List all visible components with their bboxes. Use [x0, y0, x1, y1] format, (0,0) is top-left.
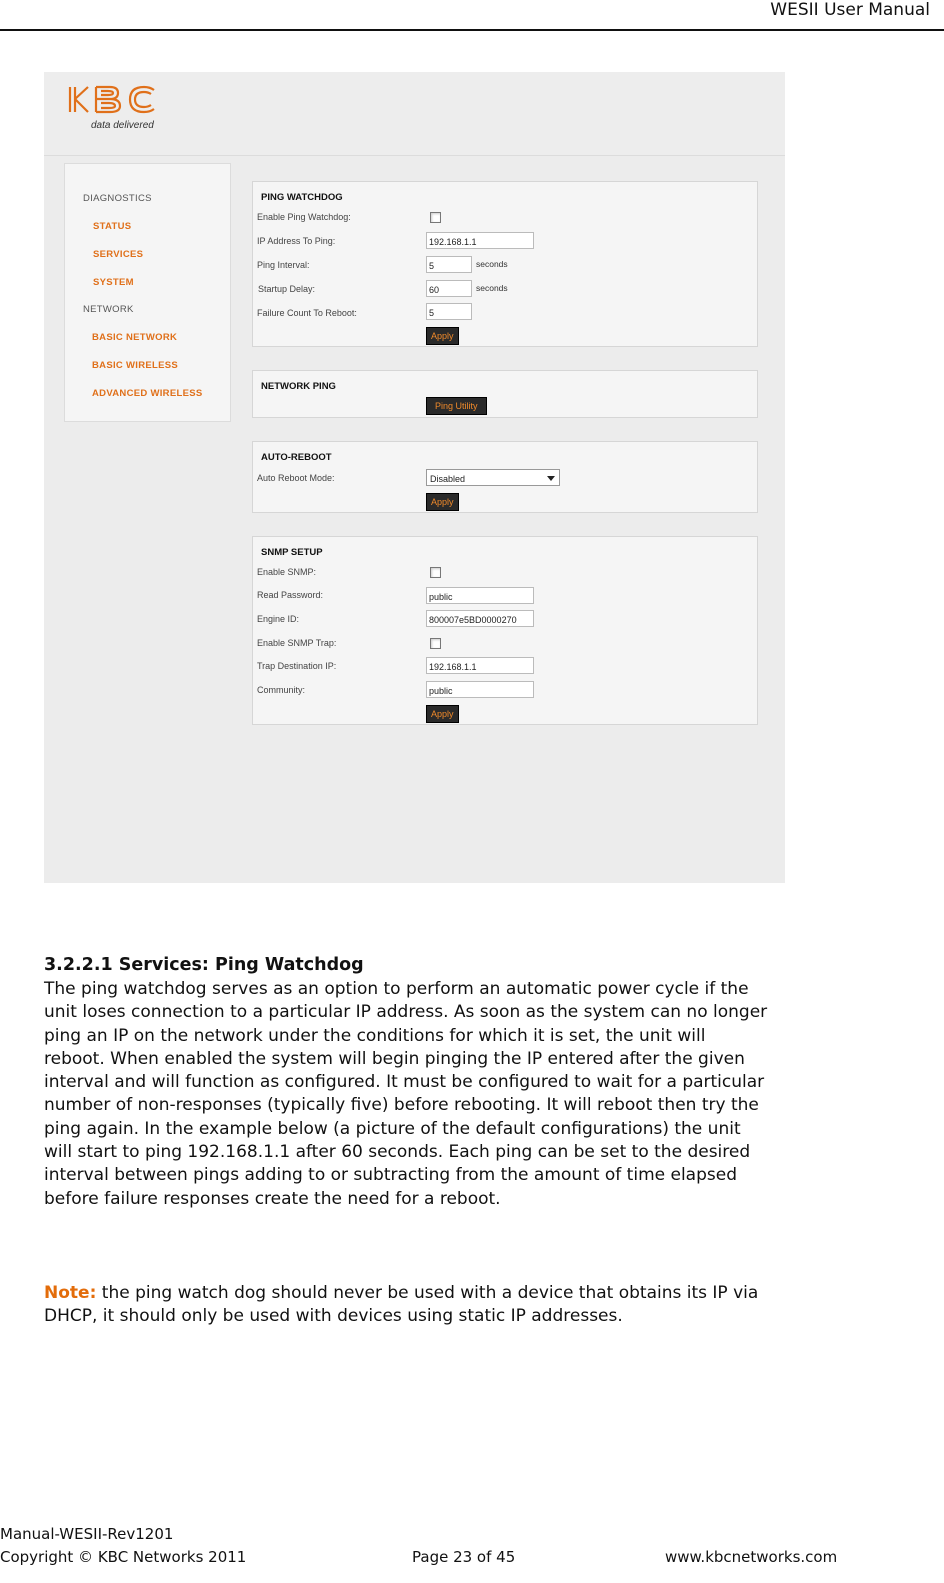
sidebar-item-basic-wireless[interactable]: BASIC WIRELESS: [92, 360, 179, 371]
engine-id-label: Engine ID:: [257, 614, 300, 624]
note-paragraph: [44, 1282, 944, 1329]
network-ping-panel: [252, 370, 758, 418]
startup-delay-input[interactable]: 60: [426, 280, 472, 297]
paragraph-line: before failure responses create the need for a reboot.: [44, 1188, 501, 1209]
manual-title: WESII User Manual: [770, 0, 930, 20]
paragraph-line: number of non-responses (typically five) before rebooting. It will reboot then try the: [44, 1095, 759, 1116]
ping-utility-button[interactable]: Ping Utility: [426, 397, 487, 415]
startup-delay-label: Startup Delay:: [258, 284, 316, 294]
footer-doc-id: Manual-WESII-Rev1201: [0, 1525, 174, 1543]
note-line: [44, 1282, 944, 1305]
paragraph-line: ping again. In the example below (a picture of the default configurations) the unit: [44, 1118, 741, 1139]
sidebar-group-network: NETWORK: [83, 304, 134, 315]
footer-page-number: Page 23 of 45: [412, 1548, 516, 1566]
sidebar-item-basic-network[interactable]: BASIC NETWORK: [92, 332, 178, 343]
read-password-label: Read Password:: [257, 590, 324, 600]
ping-watchdog-panel: [252, 181, 758, 347]
ui-screenshot: [44, 72, 785, 883]
paragraph-line: interval between pings adding to or subtracting from the amount of time elapsed: [44, 1165, 737, 1186]
auto-reboot-mode-value: Disabled: [430, 474, 466, 484]
ping-interval-input[interactable]: 5: [426, 256, 472, 273]
enable-snmp-checkbox[interactable]: [430, 567, 441, 578]
note-line: DHCP, it should only be used with devices using static IP addresses.: [44, 1306, 623, 1327]
trap-destination-input[interactable]: 192.168.1.1: [426, 657, 534, 674]
paragraph-line: The ping watchdog serves as an option to perform an automatic power cycle if the: [44, 979, 749, 999]
ping-interval-label: Ping Interval:: [257, 260, 310, 270]
paragraph-line: will start to ping 192.168.1.1 after 60 seconds. Each ping can be set to the desired: [44, 1142, 751, 1163]
trap-destination-label: Trap Destination IP:: [257, 661, 337, 671]
ip-to-ping-label: IP Address To Ping:: [257, 236, 336, 246]
note-text: the ping watch dog should never be used with a device that obtains its IP via: [96, 1283, 759, 1303]
startup-delay-unit: seconds: [476, 283, 508, 293]
sidebar-item-status[interactable]: STATUS: [93, 221, 132, 232]
logo-bar: [44, 72, 785, 156]
paragraph-line: reboot. When enabled the system will begin pinging the IP entered after the given: [44, 1048, 745, 1069]
sidebar-item-advanced-wireless[interactable]: ADVANCED WIRELESS: [92, 388, 203, 399]
note-label: Note:: [44, 1283, 97, 1303]
auto-reboot-panel: [252, 441, 758, 513]
ping-interval-unit: seconds: [476, 259, 508, 269]
sidebar-item-system[interactable]: SYSTEM: [93, 277, 134, 288]
network-ping-title: NETWORK PING: [261, 381, 336, 392]
failure-count-input[interactable]: 5: [426, 303, 472, 320]
enable-snmp-trap-label: Enable SNMP Trap:: [257, 638, 337, 648]
page-header: [0, 0, 944, 31]
snmp-setup-panel: [252, 536, 758, 725]
paragraph-line: unit loses connection to a particular IP address. As soon as the system can no longer: [44, 1002, 768, 1023]
footer-website: www.kbcnetworks.com: [665, 1548, 838, 1566]
enable-snmp-trap-checkbox[interactable]: [430, 638, 441, 649]
failure-count-label: Failure Count To Reboot:: [257, 308, 357, 318]
community-label: Community:: [257, 685, 306, 695]
sidebar: [64, 163, 231, 422]
section-paragraph: [44, 978, 944, 1211]
community-input[interactable]: public: [426, 681, 534, 698]
sidebar-item-services[interactable]: SERVICES: [93, 249, 144, 260]
footer-copyright: Copyright © KBC Networks 2011: [0, 1548, 247, 1566]
auto-reboot-apply-button[interactable]: Apply: [426, 493, 459, 511]
auto-reboot-mode-select[interactable]: [426, 469, 560, 486]
paragraph-line: interval and will function as configured. It must be configured to wait for a particular: [44, 1072, 765, 1093]
snmp-setup-title: SNMP SETUP: [261, 547, 323, 558]
ping-watchdog-title: PING WATCHDOG: [261, 192, 343, 203]
auto-reboot-mode-label: Auto Reboot Mode:: [257, 473, 335, 483]
read-password-input[interactable]: public: [426, 587, 534, 604]
snmp-apply-button[interactable]: Apply: [426, 705, 459, 723]
enable-snmp-label: Enable SNMP:: [257, 567, 317, 577]
logo-tagline: data delivered: [91, 120, 154, 131]
paragraph-line: ping an IP on the network under the conditions for which it is set, the unit will: [44, 1025, 706, 1046]
chevron-down-icon: [547, 476, 555, 481]
ping-watchdog-apply-button[interactable]: Apply: [426, 327, 459, 345]
section-heading: 3.2.2.1 Services: Ping Watchdog: [44, 955, 364, 975]
ip-to-ping-input[interactable]: 192.168.1.1: [426, 232, 534, 249]
auto-reboot-title: AUTO-REBOOT: [261, 452, 332, 463]
sidebar-group-diagnostics: DIAGNOSTICS: [83, 193, 152, 204]
enable-ping-watchdog-label: Enable Ping Watchdog:: [257, 212, 351, 222]
engine-id-input[interactable]: 800007e5BD0000270: [426, 610, 534, 627]
enable-ping-watchdog-checkbox[interactable]: [430, 212, 441, 223]
